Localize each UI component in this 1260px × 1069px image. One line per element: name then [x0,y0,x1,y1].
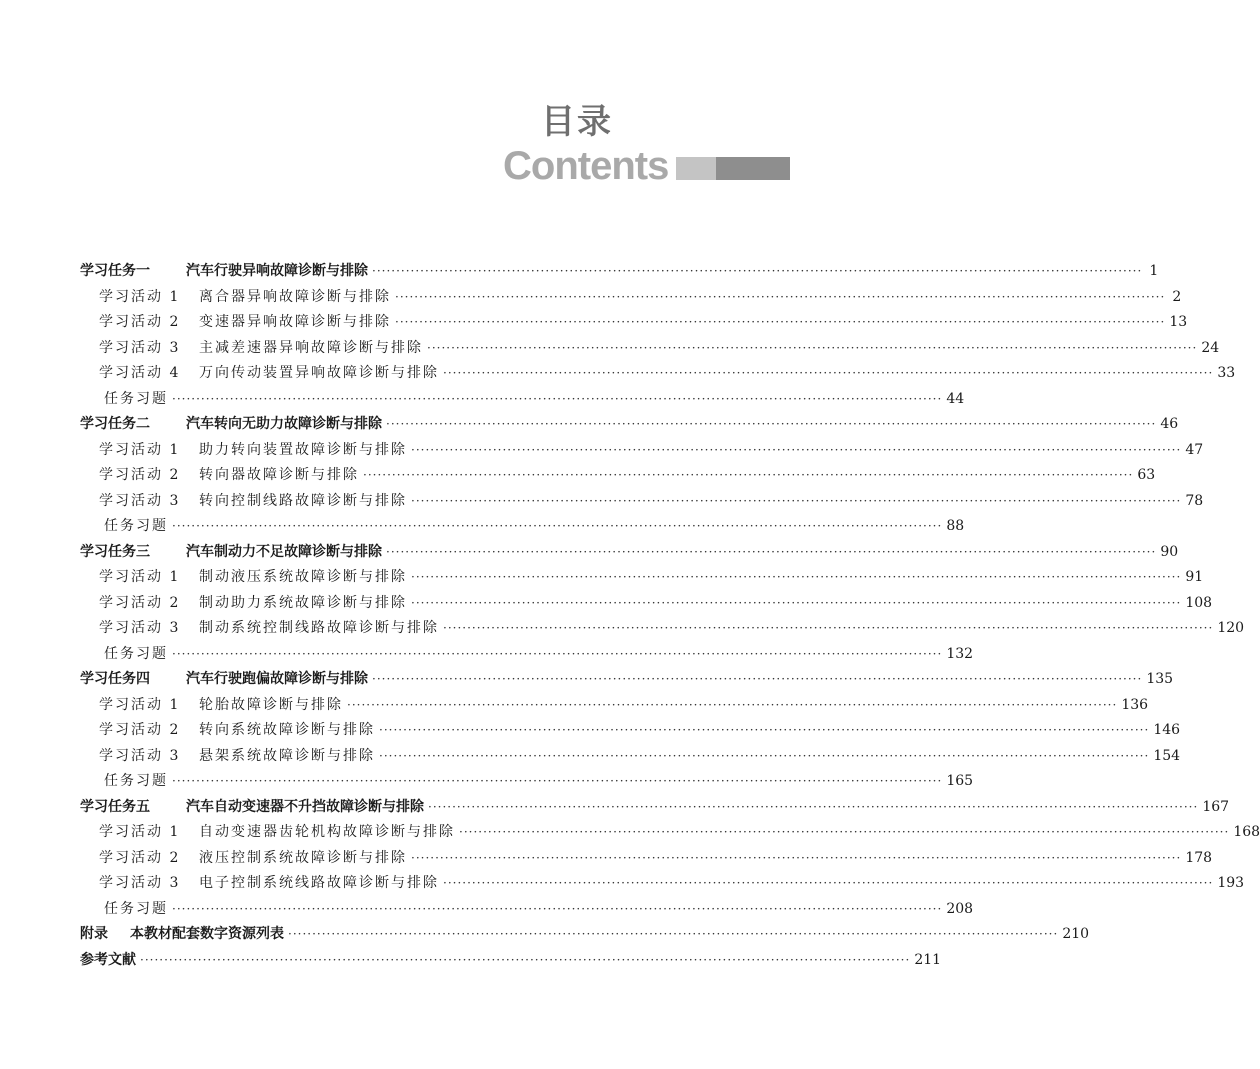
dot-leader: ································································································································································ [411,442,1182,457]
toc-entry-number: 学习活动 1 [99,288,181,305]
toc-entry-title: 制动系统控制线路故障诊断与排除 [199,620,439,636]
toc-page-number: 132 [946,645,974,662]
dot-leader: ································································································································································ [372,264,1143,278]
dot-leader: ································································································································································ [386,417,1157,431]
toc-entry-label [80,922,284,948]
toc-entry-title: 变速器异响故障诊断与排除 [199,314,391,330]
dot-leader: ································································································································································ [428,799,1199,814]
toc-entry-label [104,642,168,668]
toc-entry-number: 学习活动 2 [99,722,181,738]
toc-entry-title: 任务习题 [104,900,168,917]
toc-entry-label [99,310,391,336]
toc-entry-title: 本教材配套数字资源列表 [130,926,284,942]
toc-page-number: 167 [1202,798,1230,815]
toc-page-number: 46 [1160,416,1179,432]
toc-entry-title: 制动助力系统故障诊断与排除 [199,594,407,611]
dot-leader: ································································································································································ [172,646,943,661]
dot-leader: ································································································································································ [395,315,1166,329]
dot-leader: ································································································································································ [379,723,1150,737]
toc-entry-title: 转向系统故障诊断与排除 [199,722,375,738]
toc-row[interactable] [80,489,1204,515]
toc-entry-label [99,285,391,311]
toc-entry-number: 学习活动 1 [99,569,181,585]
toc-row[interactable] [80,463,1156,489]
toc-entry-number: 学习任务一 [80,263,150,279]
toc-entry-label [99,438,407,464]
toc-entry-label [80,259,368,285]
toc-entry-number: 学习活动 2 [99,594,181,611]
toc-page-number: 168 [1233,824,1260,840]
toc-page-number: 1 [1149,263,1159,279]
toc-entry-number: 学习活动 2 [99,467,181,483]
toc-row[interactable] [80,310,1188,336]
toc-entry-title: 汽车自动变速器不升挡故障诊断与排除 [186,798,424,815]
toc-entry-number: 学习活动 1 [99,441,181,458]
toc-page-number: 33 [1217,365,1236,381]
table-of-contents [80,259,1260,973]
dot-leader: ································································································································································ [386,544,1157,559]
toc-entry-title: 轮胎故障诊断与排除 [199,696,343,713]
toc-entry-title: 悬架系统故障诊断与排除 [199,747,375,764]
toc-entry-number: 学习活动 3 [99,339,181,356]
toc-entry-title: 汽车行驶跑偏故障诊断与排除 [186,671,368,687]
toc-entry-label [99,565,407,591]
toc-entry-label [99,693,343,719]
toc-page-number: 78 [1185,492,1204,509]
toc-entry-label [99,616,439,642]
toc-row[interactable] [80,871,1245,897]
toc-entry-title: 参考文献 [80,951,136,968]
toc-entry-number: 学习活动 1 [99,696,181,713]
toc-entry-label [99,871,439,897]
toc-entry-label [104,387,168,413]
toc-row[interactable] [80,948,942,974]
toc-row[interactable] [80,922,1090,948]
toc-entry-number: 附录 [80,926,108,942]
toc-entry-label [99,820,455,846]
toc-row[interactable] [80,514,965,540]
dot-leader: ································································································································································ [411,850,1182,865]
toc-page-number: 210 [1062,926,1090,942]
title-bar-light [676,157,716,180]
toc-entry-label [99,489,407,515]
toc-entry-number: 学习活动 3 [99,747,181,764]
dot-leader: ································································································································································ [172,901,943,916]
toc-entry-number: 学习活动 2 [99,849,181,866]
toc-entry-number: 学习活动 4 [99,365,181,381]
toc-entry-title: 任务习题 [104,390,168,407]
toc-page-number: 63 [1137,467,1156,483]
toc-row[interactable] [80,438,1204,464]
title-en: Contents [503,144,669,188]
dot-leader: ································································································································································ [443,366,1214,380]
toc-entry-title: 离合器异响故障诊断与排除 [199,288,391,305]
toc-page-number: 13 [1169,314,1188,330]
toc-entry-label [99,591,407,617]
toc-entry-label [80,412,382,438]
toc-entry-label [104,769,168,795]
toc-page-number: 91 [1185,569,1204,585]
dot-leader: ································································································································································ [411,570,1182,584]
dot-leader: ································································································································································ [288,927,1059,941]
toc-page-number: 154 [1153,747,1181,764]
title-cn: 目录 [541,102,613,142]
toc-row[interactable] [80,336,1220,362]
toc-row[interactable] [80,565,1204,591]
dot-leader: ································································································································································ [411,595,1182,610]
dot-leader: ································································································································································ [363,468,1134,482]
toc-page-number: 44 [946,390,965,407]
dot-leader: ································································································································································ [443,876,1214,890]
toc-page-number: 47 [1185,441,1204,458]
title-bar-dark [716,157,790,180]
dot-leader: ································································································································································ [172,774,943,788]
toc-entry-title: 助力转向装置故障诊断与排除 [199,441,407,458]
toc-page-number: 2 [1172,288,1182,305]
dot-leader: ································································································································································ [443,621,1214,635]
toc-entry-label [80,795,424,821]
toc-row[interactable] [80,285,1182,311]
toc-row[interactable] [80,616,1245,642]
toc-page-number: 135 [1146,671,1174,687]
toc-row[interactable] [80,667,1174,693]
toc-entry-number: 学习活动 3 [99,875,181,891]
toc-entry-label [99,718,375,744]
toc-page-number: 90 [1160,543,1179,560]
toc-page-number: 24 [1201,339,1220,356]
toc-entry-title: 液压控制系统故障诊断与排除 [199,849,407,866]
toc-page-number: 88 [946,518,965,534]
toc-row[interactable] [80,846,1213,872]
toc-entry-label [99,744,375,770]
dot-leader: ································································································································································ [395,289,1166,304]
toc-page-number: 120 [1217,620,1245,636]
toc-row[interactable] [80,642,974,668]
toc-entry-label [80,948,136,974]
toc-entry-number: 学习活动 1 [99,824,181,840]
toc-row[interactable] [80,259,1159,285]
toc-entry-title: 任务习题 [104,645,168,662]
toc-entry-number: 学习活动 2 [99,314,181,330]
toc-entry-label [99,361,439,387]
toc-entry-label [99,463,359,489]
toc-row[interactable] [80,412,1179,438]
dot-leader: ································································································································································ [140,952,911,967]
toc-row[interactable] [80,897,974,923]
toc-row[interactable] [80,795,1230,821]
toc-entry-number: 学习活动 3 [99,620,181,636]
toc-entry-number: 学习任务三 [80,543,150,560]
dot-leader: ································································································································································ [459,825,1230,839]
dot-leader: ································································································································································ [347,697,1118,712]
dot-leader: ································································································································································ [172,519,943,533]
toc-page-number: 146 [1153,722,1181,738]
toc-entry-title: 转向控制线路故障诊断与排除 [199,492,407,509]
toc-entry-title: 汽车行驶异响故障诊断与排除 [186,263,368,279]
toc-entry-title: 汽车制动力不足故障诊断与排除 [186,543,382,560]
toc-entry-label [104,897,168,923]
dot-leader: ································································································································································ [172,391,943,406]
dot-leader: ································································································································································ [379,748,1150,763]
toc-entry-title: 任务习题 [104,773,168,789]
toc-entry-number: 学习任务四 [80,671,150,687]
toc-entry-title: 自动变速器齿轮机构故障诊断与排除 [199,824,455,840]
toc-entry-number: 学习任务二 [80,416,150,432]
toc-row[interactable] [80,718,1181,744]
toc-page-number: 193 [1217,875,1245,891]
toc-page-number: 178 [1185,849,1213,866]
toc-page-number: 165 [946,773,974,789]
toc-entry-label [99,336,423,362]
toc-row[interactable] [80,744,1181,770]
toc-entry-label [80,667,368,693]
toc-row[interactable] [80,769,974,795]
toc-entry-title: 主减差速器异响故障诊断与排除 [199,339,423,356]
toc-page-number: 108 [1185,594,1213,611]
dot-leader: ································································································································································ [411,493,1182,508]
toc-entry-title: 电子控制系统线路故障诊断与排除 [199,875,439,891]
toc-page-number: 208 [946,900,974,917]
toc-page-number: 211 [914,951,942,968]
toc-entry-label [99,846,407,872]
toc-entry-title: 转向器故障诊断与排除 [199,467,359,483]
toc-entry-title: 制动液压系统故障诊断与排除 [199,569,407,585]
dot-leader: ································································································································································ [427,340,1198,355]
toc-row[interactable] [80,820,1260,846]
toc-entry-label [104,514,168,540]
toc-entry-title: 汽车转向无助力故障诊断与排除 [186,416,382,432]
toc-entry-title: 万向传动装置异响故障诊断与排除 [199,365,439,381]
toc-row[interactable] [80,693,1149,719]
toc-entry-number: 学习活动 3 [99,492,181,509]
toc-entry-number: 学习任务五 [80,798,150,815]
toc-row[interactable] [80,591,1213,617]
toc-entry-title: 任务习题 [104,518,168,534]
dot-leader: ································································································································································ [372,672,1143,686]
toc-row[interactable] [80,540,1179,566]
toc-row[interactable] [80,387,965,413]
toc-entry-label [80,540,382,566]
toc-row[interactable] [80,361,1236,387]
toc-page-number: 136 [1121,696,1149,713]
